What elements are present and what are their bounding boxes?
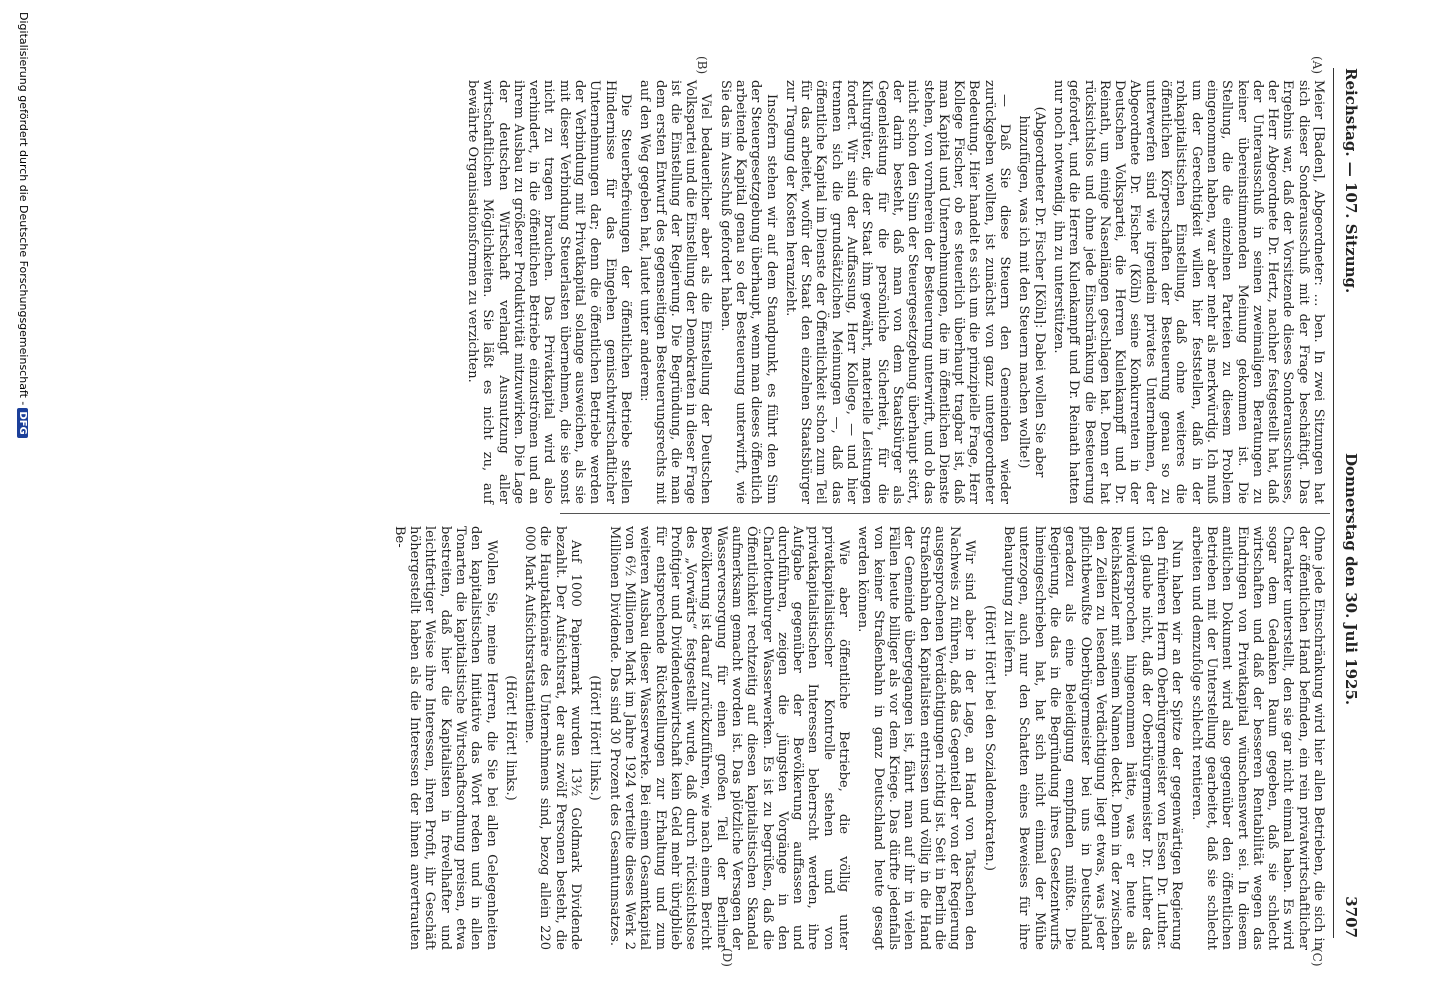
paragraph: Wie aber öffentliche Betriebe, die völlig unter privatkapitalistischer Kontrolle stehen und von privatkapitalistischen Interessen beherrscht werden, ihre Aufgabe gegenüber der Bevölkerung auffassen und durchführen, zeigen die jüngsten Vorgänge in den Charlottenburger Wasserwerken. Es ist zu begrüßen, daß die Öffentlichkeit rechtzeitig auf diesen kapitalistischen Skandal aufmerksam gemacht worden ist. Das plötzliche Versagen der Wasserversorgung für einen großen Teil der Berliner Bevölkerung ist darauf zurückzuführen, wie nach einem Bericht des „Vorwärts“ festgestellt wurde, daß durch rücksichtslose Profitgier und Dividendenwirtschaft kein Geld mehr übrigblieb für entsprechende Rückstellungen zur Erhaltung und zum weiteren Ausbau dieser Wasserwerke. Bei einem Gesamtkapital von 6½ Millionen Mark im Jahre 1924 verteilte dieses Werk 2 Millionen Dividende. Das sind 30 Prozent des Gesamtumsatzes.: [606, 526, 852, 950]
page-number: 3707: [1342, 896, 1360, 938]
right-column: [391, 526, 1326, 950]
paragraph: — Daß Sie diese Steuern den Gemeinden wieder zurückgeben wollten, ist zunächst von ganz untergeordneter Bedeutung. Hier handelt es sich um die prinzipielle Frage, Herr Kollege Fischer, ob es steuerlich überhaupt tragbar ist, daß man Kapital und Unternehmungen, die im öffentlichen Dienste stehen, von vornherein der Besteuerung unterwirft, und ob das nicht schon den Sinn der Steuergesetzgebung überhaupt stört, der darin besteht, daß man von dem Staatsbürger als Gegenleistung für die persönliche Sicherheit, für die Kulturgüter, die der Staat ihm gewährt, materielle Leistungen fordert. Wir sind der Auffassung, Herr Kollege, — und hier trennen sich die grundsätzlichen Meinungen —, daß das öffentliche Kapital im Dienste der Öffentlichkeit schon zum Teil für das arbeitet, wofür der Staat den einzelnen Staatsbürger zur Tragung der Kosten heranzieht.: [782, 80, 1013, 504]
margin-marker-b: (B): [695, 56, 709, 75]
header-rule: [1333, 68, 1334, 938]
header-date: Donnerstag den 30. Juli 1925.: [1342, 453, 1360, 706]
page-header: [1334, 68, 1364, 938]
paragraph: Wollen Sie, meine Herren, die Sie bei allen Gelegenheiten den kapitalistischen Initiative das Wort reden und in allen Tonarten die kapitalistische Wirtschaftsordnung preisen, etwa bestreiten, daß hier die Kapitalisten in frevelhafter und leichtfertiger Weise ihre Interessen, ihren Profit, ihr Geschäft höhergestellt haben als die Interessen der ihnen anvertrauten Be-: [391, 526, 499, 950]
interjection: (Hört! Hört! links.): [502, 675, 518, 801]
paragraph: Viel bedauerlicher aber als die Einstellung der Deutschen Volkspartei und die Einstellung der Demokraten in dieser Frage ist die Einstellung der Regierung. Die Begründung, die man dem ersten Entwurf des gegenseitigen Besteuerungsrechts mit auf den Weg gegeben hat, lautet unter anderem:: [637, 80, 714, 504]
left-column: [464, 80, 1326, 504]
paragraph: Ohne jede Einschränkung wird hier allen Betrieben, die sich in der öffentlichen Hand befinden, ein rein privatwirtschaftlicher Charakter unterstellt, den sie gar nicht einmal haben. Es wird sogar dem Gedanken Raum gegeben, daß sie schlecht wirtschaften und daß der besseren Rentabilität wegen das Eindringen von Privatkapital wünschenswert sei. In diesem amtlichen Dokument wird also gegenüber den öffentlichen Betrieben mit der Unterstellung gearbeitet, daß sie schlecht arbeiten und demzufolge schlecht rentieren.: [1188, 526, 1326, 950]
credit-text: Digitalisierung gefördert durch die Deutsche Forschungsgemeinschaft -: [17, 12, 30, 406]
paragraph: Insofern stehen wir auf dem Standpunkt, es führt den Sinn der Steuergesetzgebung überhaupt, wenn man dieses öffentlich arbeitende Kapital genau so der Besteuerung unterwirft, wie Sie das im Ausschuß gefordert haben.: [717, 80, 779, 504]
interjection: (Abgeordneter Dr. Fischer [Köln]: Dabei wollen Sie aber hinzufügen, was ich mit den Steuern machen wollte!): [1016, 106, 1047, 478]
margin-marker-d: (D): [720, 948, 734, 967]
paragraph: Meier [Baden], Abgeordneter: … ben. In zwei Sitzungen hat sich dieser Sonderausschuß mit der Frage beschäftigt. Das Ergebnis war, daß der Vorsitzende dieses Sonderausschusses, der Herr Abgeordnete Dr. Hertz, nachher festgestellt hat, daß der Unterausschuß in seinen zweimaligen Beratungen zu keiner übereinstimmenden Meinung gekommen ist. Die Stellung, die die einzelnen Parteien zu diesem Problem eingenommen haben, war aber mehr als merkwürdig. Ich muß um der Gerechtigkeit willen hier feststellen, daß in der rohkapitalistischen Einstellung, daß ohne weiteres die öffentlichen Körperschaften der Besteuerung genau so zu unterwerfen sind wie irgendein privates Unternehmen, der Abgeordnete Dr. Fischer (Köln) seine Konkurrenten in der Deutschen Volkspartei, die Herren Kulenkampff und Dr. Reinath, um einige Nasenlängen geschlagen hat. Denn er hat rücksichtslos und ohne jede Einschränkung die Besteuerung gefordert, und die Herren Kulenkampff und Dr. Reinath hatten nur noch notwendig, ihn zu unterstützen.: [1050, 80, 1326, 504]
paragraph: Wir sind aber in der Lage, an Hand von Tatsachen den Nachweis zu führen, daß das Gegenteil der von der Regierung ausgesprochenen Verdächtigungen richtig ist. Seit in Berlin die Straßenbahn den Kapitalisten entrissen und völlig in die Hand der Gemeinde übergegangen ist, fährt man auf ihr in vielen Fällen heute billiger als vor dem Kriege. Das dürfte jedenfalls von keiner Straßenbahn in ganz Deutschland heute gesagt werden können.: [855, 526, 978, 950]
paragraph: Nun haben wir an der Spitze der gegenwärtigen Regierung den früheren Herrn Oberbürgermeister von Essen Dr. Luther. Ich glaube nicht, daß der Oberbürgermeister Dr. Luther das unwidersprochen hingenommen hätte, was er heute als Reichskanzler mit seinem Namen deckt. Denn in der zwischen den Zeilen zu lesenden Verdächtigung liegt etwas, was jeder pflichtbewußte Oberbürgermeister bei uns in Deutschland geradezu als eine Beleidigung empfinden müßte. Die Regierung, die das in die Begründung ihres Gesetzentwurfs hineingeschrieben hat, hat sich nicht einmal der Mühe unterzogen, auch nur den Schatten eines Beweises für ihre Behauptung zu liefern.: [1001, 526, 1185, 950]
digitization-credit: [17, 12, 30, 992]
margin-marker-a: (A): [1310, 56, 1324, 75]
interjection: (Hört! Hört! links.): [587, 675, 603, 801]
header-title: Reichstag. — 107. Sitzung.: [1342, 68, 1360, 294]
margin-marker-c: (C): [1310, 948, 1324, 967]
paragraph: Auf 1000 Papiermark wurden 13½ Goldmark Dividende bezahlt. Der Aufsichtsrat, der aus zwölf Personen besteht, die die Hauptaktionäre des Unternehmens sind, bezog allein 220 000 Mark Aufsichtsratstantieme.: [522, 526, 584, 950]
quoted-paragraph: Die Steuerbefreiungen der öffentlichen Betriebe stellen Hindernisse für das Eingehen gemischtwirtschaftlicher Unternehmungen dar; denn die öffentlichen Betriebe werden der Verbindung mit Privatkapital solange ausweichen, als sie mit dieser Verbindung Steuerlasten übernehmen, die sie sonst nicht zu tragen brauchen. Das Privatkapital wird also verhindert, in die öffentlichen Betriebe einzuströmen und an ihrem Ausbau zu größerer Produktivität mitzuwirken. Die Lage der deutschen Wirtschaft verlangt Ausnutzung aller wirtschaftlichen Möglichkeiten. Sie läßt es nicht zu, auf bewährte Organisationsformen zu verzichten.: [464, 80, 633, 504]
dfg-logo: DFG: [17, 408, 28, 437]
column-divider: [560, 513, 1330, 514]
interjection: (Hört! Hört! bei den Sozialdemokraten.): [981, 605, 997, 871]
